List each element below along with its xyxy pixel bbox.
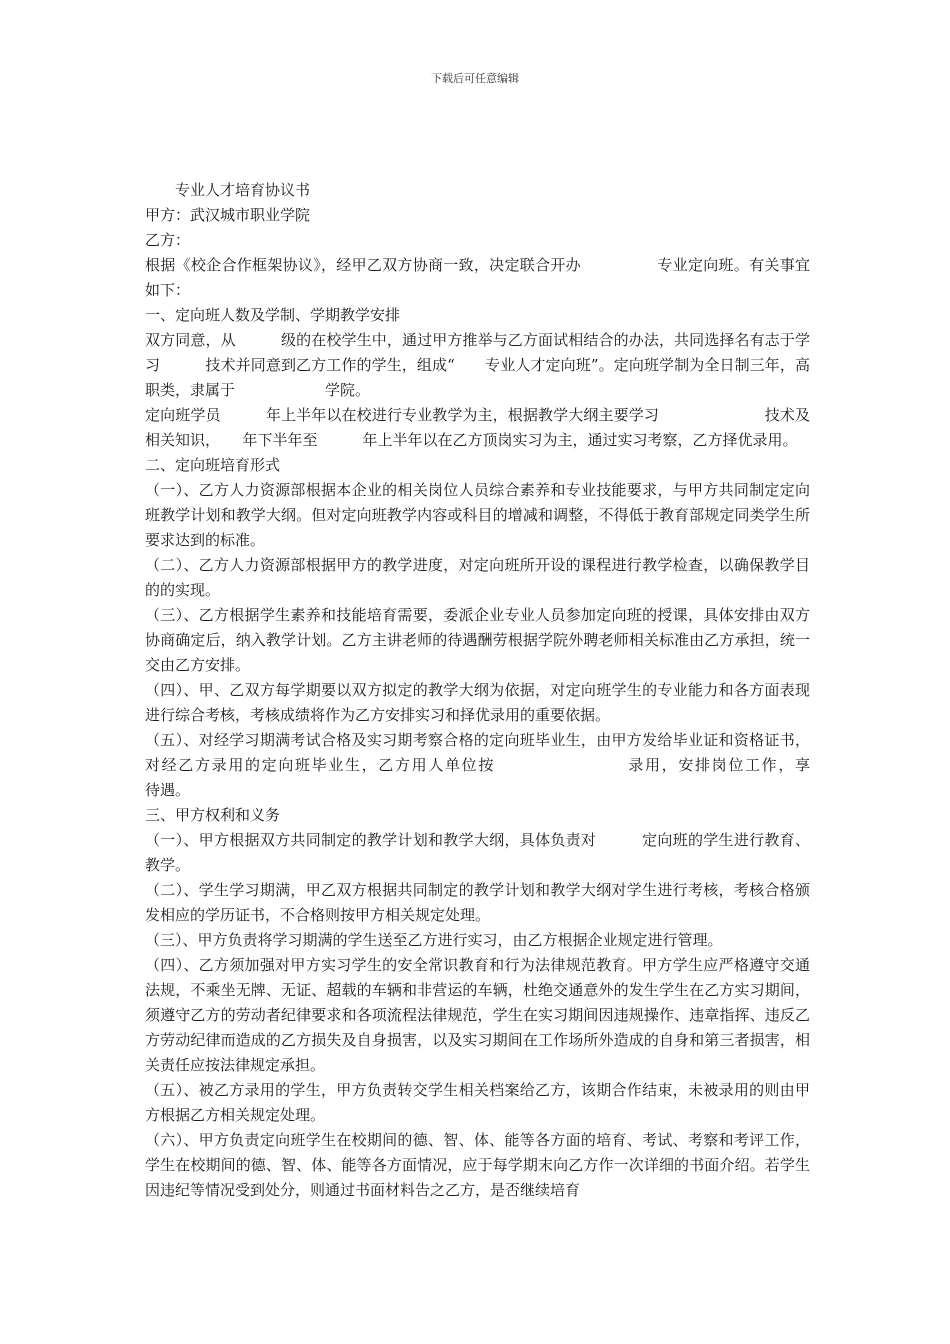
section-3-item: （一）、甲方根据双方共同制定的教学计划和教学大纲，具体负责对 定向班的学生进行教育、教学。 xyxy=(145,831,810,874)
section-2-item: （一）、乙方人力资源部根据本企业的相关岗位人员综合素养和专业技能要求，与甲方共同制定定向班教学计划和教学大纲。但对定向班教学内容或科目的增减和调整，不得低于教育部规定同类学生所要求达到的标准。 xyxy=(145,481,810,549)
agreement-document xyxy=(145,178,931,1203)
section-1-heading: 一、定向班人数及学制、学期教学安排 xyxy=(145,306,401,324)
section-1-paragraph: 双方同意，从 级的在校学生中，通过甲方推举与乙方面试相结合的办法，共同选择名有志于学习 技术并同意到乙方工作的学生，组成“ 专业人才定向班”。定向班学制为全日制三年，高职类，隶属于 学院。 xyxy=(145,331,810,399)
section-2-item: （三）、乙方根据学生素养和技能培育需要，委派企业专业人员参加定向班的授课，具体安排由双方协商确定后，纳入教学计划。乙方主讲老师的待遇酬劳根据学院外聘老师相关标准由乙方承担，统一交由乙方安排。 xyxy=(145,606,810,674)
section-2-item: （二）、乙方人力资源部根据甲方的教学进度，对定向班所开设的课程进行教学检查，以确保教学目的的实现。 xyxy=(145,556,810,599)
party-a-line: 甲方：武汉城市职业学院 xyxy=(145,206,311,224)
section-3-item: （二）、学生学习期满，甲乙双方根据共同制定的教学计划和教学大纲对学生进行考核，考核合格颁发相应的学历证书，不合格则按甲方相关规定处理。 xyxy=(145,881,810,924)
party-b-line: 乙方： xyxy=(145,231,191,249)
section-3-item: （六）、甲方负责定向班学生在校期间的德、智、体、能等各方面的培育、考试、考察和考评工作，学生在校期间的德、智、体、能等各方面情况，应于每学期末向乙方作一次详细的书面介绍。若学生因违纪等情况受到处分，则通过书面材料告之乙方，是否继续培育 xyxy=(145,1131,810,1199)
section-3-item: （四）、乙方须加强对甲方实习学生的安全常识教育和行为法律规范教育。甲方学生应严格遵守交通法规，不乘坐无牌、无证、超载的车辆和非营运的车辆，杜绝交通意外的发生学生在乙方实习期间，须遵守乙方的劳动者纪律要求和各项流程法律规范，学生在实习期间因违规操作、违章指挥、违反乙方劳动纪律而造成的乙方损失及自身损害，以及实习期间在工作场所外造成的自身和第三者损害，相关责任应按法律规定承担。 xyxy=(145,956,810,1074)
document-title: 专业人才培育协议书 xyxy=(175,181,311,199)
section-2-heading: 二、定向班培育形式 xyxy=(145,456,281,474)
section-1-paragraph: 定向班学员 年上半年以在校进行专业教学为主，根据教学大纲主要学习 技术及相关知识， 年下半年至 年上半年以在乙方顶岗实习为主，通过实习考察，乙方择优录用。 xyxy=(145,406,810,449)
page-header-note: 下载后可任意编辑 xyxy=(431,72,519,85)
section-3-heading: 三、甲方权利和义务 xyxy=(145,806,281,824)
section-3-item: （三）、甲方负责将学习期满的学生送至乙方进行实习，由乙方根据企业规定进行管理。 xyxy=(145,931,723,949)
section-2-item: （五）、对经学习期满考试合格及实习期考察合格的定向班毕业生，由甲方发给毕业证和资格证书，对经乙方录用的定向班毕业生，乙方用人单位按 录用，安排岗位工作，享 待遇。 xyxy=(145,731,931,799)
section-3-item: （五）、被乙方录用的学生，甲方负责转交学生相关档案给乙方，该期合作结束，未被录用的则由甲方根据乙方相关规定处理。 xyxy=(145,1081,810,1124)
intro-paragraph: 根据《校企合作框架协议》，经甲乙双方协商一致，决定联合开办 专业定向班。有关事宜如下： xyxy=(145,256,810,299)
section-2-item: （四）、甲、乙双方每学期要以双方拟定的教学大纲为依据，对定向班学生的专业能力和各方面表现进行综合考核，考核成绩将作为乙方安排实习和择优录用的重要依据。 xyxy=(145,681,810,724)
